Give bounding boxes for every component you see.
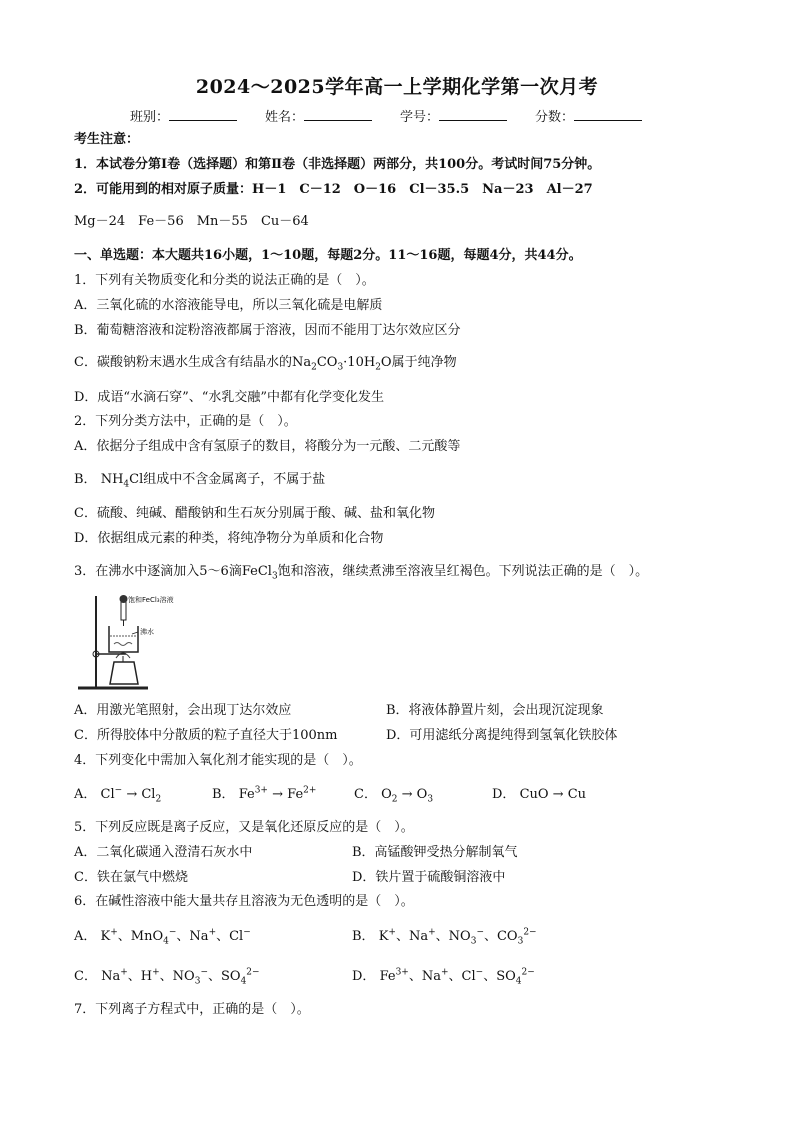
class-blank[interactable] (169, 108, 237, 121)
section-1-heading: 一、单选题：本大题共16小题，1～10题，每题2分。11～16题，每题4分，共44分。 (74, 248, 582, 263)
notice-heading: 考生注意： (74, 132, 140, 147)
exam-title: 2024～2025学年高一上学期化学第一次月考 (195, 76, 599, 98)
q6-option-d: D． $Fe^{3+}$、Na+、Cl−、$SO_4^{2-}$ (352, 967, 535, 987)
q3-option-a: A．用激光笔照射，会出现丁达尔效应 (74, 703, 292, 718)
q7-stem: 7．下列离子方程式中，正确的是（ ）。 (74, 1002, 310, 1017)
q2-option-c: C．硫酸、纯碱、醋酸钠和生石灰分别属于酸、碱、盐和氧化物 (74, 506, 435, 521)
q2-option-b: B． $NH_4Cl$组成中不含金属离子，不属于盐 (74, 472, 326, 490)
q6-stem: 6．在碱性溶液中能大量共存且溶液为无色透明的是（ ）。 (74, 894, 414, 909)
fig-label-solution: 饱和FeCl₃溶液 (128, 596, 174, 604)
q3-option-b: B．将液体静置片刻，会出现沉淀现象 (386, 703, 604, 718)
notice-item-1: 1．本试卷分第Ⅰ卷（选择题）和第Ⅱ卷（非选择题）两部分，共100分。考试时间75分钟。 (74, 157, 601, 172)
notice-item-2: 2．可能用到的相对原子质量：H－1 C－12 O－16 Cl－35.5 Na－23 Al－27 (74, 182, 593, 197)
q6-option-a: A． K+、MnO$_4$−、Na+、Cl− (74, 927, 251, 947)
q5-option-d: D．铁片置于硫酸铜溶液中 (352, 870, 506, 885)
q6-option-b: B． K+、Na+、$NO_3^-$、$CO_3^{2-}$ (352, 927, 537, 947)
name-blank[interactable] (304, 108, 372, 121)
q5-option-a: A．二氧化碳通入澄清石灰水中 (74, 845, 253, 860)
q5-stem: 5．下列反应既是离子反应，又是氧化还原反应的是（ ）。 (74, 820, 414, 835)
q3-option-d: D．可用滤纸分离提纯得到氢氧化铁胶体 (386, 728, 618, 743)
student-info-row (130, 106, 642, 125)
q4-option-c: C． $O_2 \to O_3$ (354, 787, 434, 805)
q2-option-d: D．依据组成元素的种类，将纯净物分为单质和化合物 (74, 531, 384, 546)
q1-option-b: B．葡萄糖溶液和淀粉溶液都属于溶液，因而不能用丁达尔效应区分 (74, 323, 461, 338)
score-field: 分数： (535, 106, 642, 125)
student-id-field: 学号： (400, 106, 507, 125)
class-field: 班别： (130, 106, 237, 125)
q4-option-a: A． $Cl^- \to Cl_2$ (74, 785, 162, 805)
fig-label-boiling-water: 沸水 (140, 628, 154, 636)
q5-option-c: C．铁在氯气中燃烧 (74, 870, 188, 885)
q2-stem: 2．下列分类方法中，正确的是（ ）。 (74, 414, 297, 429)
q1-option-d: D．成语“水滴石穿”、“水乳交融”中都有化学变化发生 (74, 390, 385, 405)
q3-option-c: C．所得胶体中分散质的粒子直径大于100nm (74, 728, 338, 743)
score-blank[interactable] (574, 108, 642, 121)
notice-item-2-cont: Mg－24 Fe－56 Mn－55 Cu－64 (74, 214, 309, 229)
q4-option-b: B． $Fe^{3+} \to Fe^{2+}$ (212, 785, 317, 802)
apparatus-figure (74, 592, 184, 694)
q4-stem: 4．下列变化中需加入氧化剂才能实现的是（ ）。 (74, 753, 362, 768)
q3-stem: 3．在沸水中逐滴加入5～6滴FeCl$_3$饱和溶液，继续煮沸至溶液呈红褐色。下列说法正确的是（ ）。 (74, 564, 649, 582)
q1-option-c: C．碳酸钠粉末遇水生成含有结晶水的$Na_2CO_3\cdot 10H_2O$属于纯净物 (74, 355, 457, 373)
q2-option-a: A．依据分子组成中含有氢原子的数目，将酸分为一元酸、二元酸等 (74, 439, 461, 454)
q4-option-d: D． CuO → Cu (492, 787, 587, 802)
q6-option-c: C． Na+、H+、$NO_3^-$、$SO_4^{2-}$ (74, 967, 260, 987)
q1-stem: 1．下列有关物质变化和分类的说法正确的是（ ）。 (74, 273, 375, 288)
q1-option-a: A．三氧化硫的水溶液能导电，所以三氧化硫是电解质 (74, 298, 383, 313)
q5-option-b: B．高锰酸钾受热分解制氧气 (352, 845, 518, 860)
name-field: 姓名： (265, 106, 372, 125)
student-id-blank[interactable] (439, 108, 507, 121)
